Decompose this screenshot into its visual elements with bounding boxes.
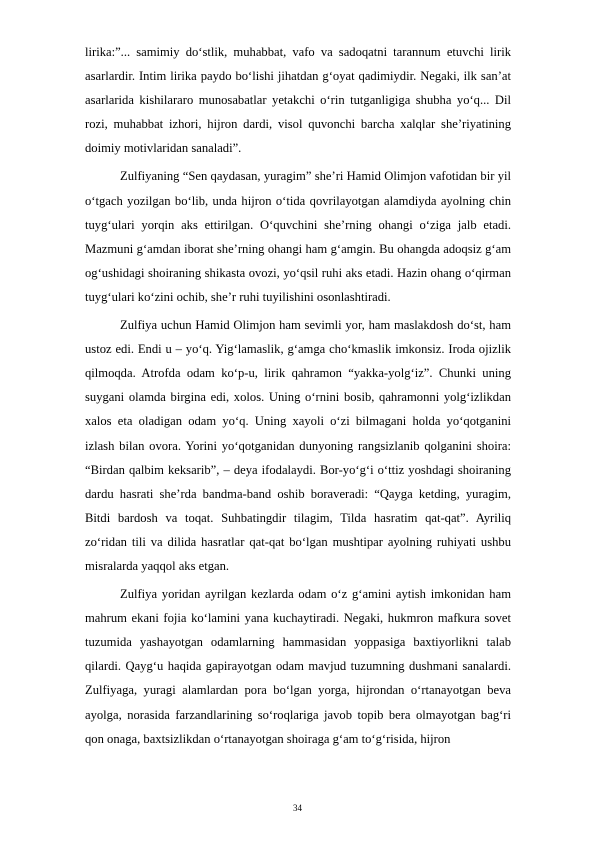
page-number: 34 — [293, 803, 302, 813]
paragraph-2: Zulfiyaning “Sen qaydasan, yuragim” she’ri Hamid Olimjon vafotidan bir yil o‘tgach yozilgan bo‘lib, unda hijron o‘tida qovrilayotgan alamdiyda ayolning chin tuyg‘ulari yorqin aks ettirilgan. O‘quvchini she’rning ohangi o‘ziga jalb etadi. Mazmuni g‘amdan iborat she’rning ohangi ham g‘amgin. Bu ohangda adoqsiz g‘am og‘ushidagi shoiraning shikasta ovozi, yo‘qsil ruhi aks etadi. Hazin ohang o‘qirman tuyg‘ulari ko‘zini ochib, she’r ruhi tuyilishini osonlashtiradi. — [85, 169, 511, 304]
document-body — [85, 40, 511, 751]
paragraph-3: Zulfiya uchun Hamid Olimjon ham sevimli yor, ham maslakdosh do‘st, ham ustoz edi. Endi u – yo‘q. Yig‘lamaslik, g‘amga cho‘kmaslik imkonsiz. Iroda ojizlik qilmoqda. Atrofda odam ko‘p-u, lirik qahramon “yakka-yolg‘iz”. Chunki uning suygani olamda birgina edi, xolos. Uning o‘rnini bosib, qahramonni yolg‘izlikdan xalos eta oladigan odam yo‘q. Uning xayoli o‘zi bilmagani holda yo‘qotganini izlash bilan ovora. Yorini yo‘qotganidan dunyoning rangsizlanib qolganini shoira: “Birdan qalbim keksarib”, – deya ifodalaydi. Bor-yo‘g‘i o‘ttiz yoshdagi shoiraning dardu hasrati she’rda bandma-band oshib boraveradi: “Qayga ketding, yuragim, Bitdi bardosh va toqat. Suhbatingdir tilagim, Tilda hasratim qat-qat”. Ayriliq zo‘ridan tili va dilida hasratlar qat-qat bo‘lgan mushtipar ayolning ruhiyati ushbu misralarda yaqqol aks etgan. — [85, 318, 511, 573]
paragraph-4: Zulfiya yoridan ayrilgan kezlarda odam o‘z g‘amini aytish imkonidan ham mahrum ekani fojia ko‘lamini yana kuchaytiradi. Negaki, hukmron mafkura sovet tuzumida yashayotgan odamlarning hammasidan yoppasiga baxtiyorlikni talab qilardi. Qayg‘u haqida gapirayotgan odam mavjud tuzumning dushmani sanalardi. Zulfiyaga, yuragi alamlardan pora bo‘lgan yorga, hijrondan o‘rtanayotgan beva ayolga, norasida farzandlarining so‘roqlariga javob topib bera olmayotgan bag‘ri qon onaga, baxtsizlikdan o‘rtanayotgan shoiraga g‘am to‘g‘risida, hijron — [85, 587, 511, 746]
paragraph-1: lirika:”... samimiy do‘stlik, muhabbat, vafo va sadoqatni tarannum etuvchi lirik asarlardir. Intim lirika paydo bo‘lishi jihatdan g‘oyat qadimiydir. Negaki, ilk san’at asarlarida kishilararo munosabatlar yetakchi o‘rin tutganligiga shubha yo‘q... Dil rozi, muhabbat izhori, hijron dardi, visol quvonchi barcha xalqlar she’riyatining doimiy motivlaridan sanaladi”. — [85, 45, 511, 156]
